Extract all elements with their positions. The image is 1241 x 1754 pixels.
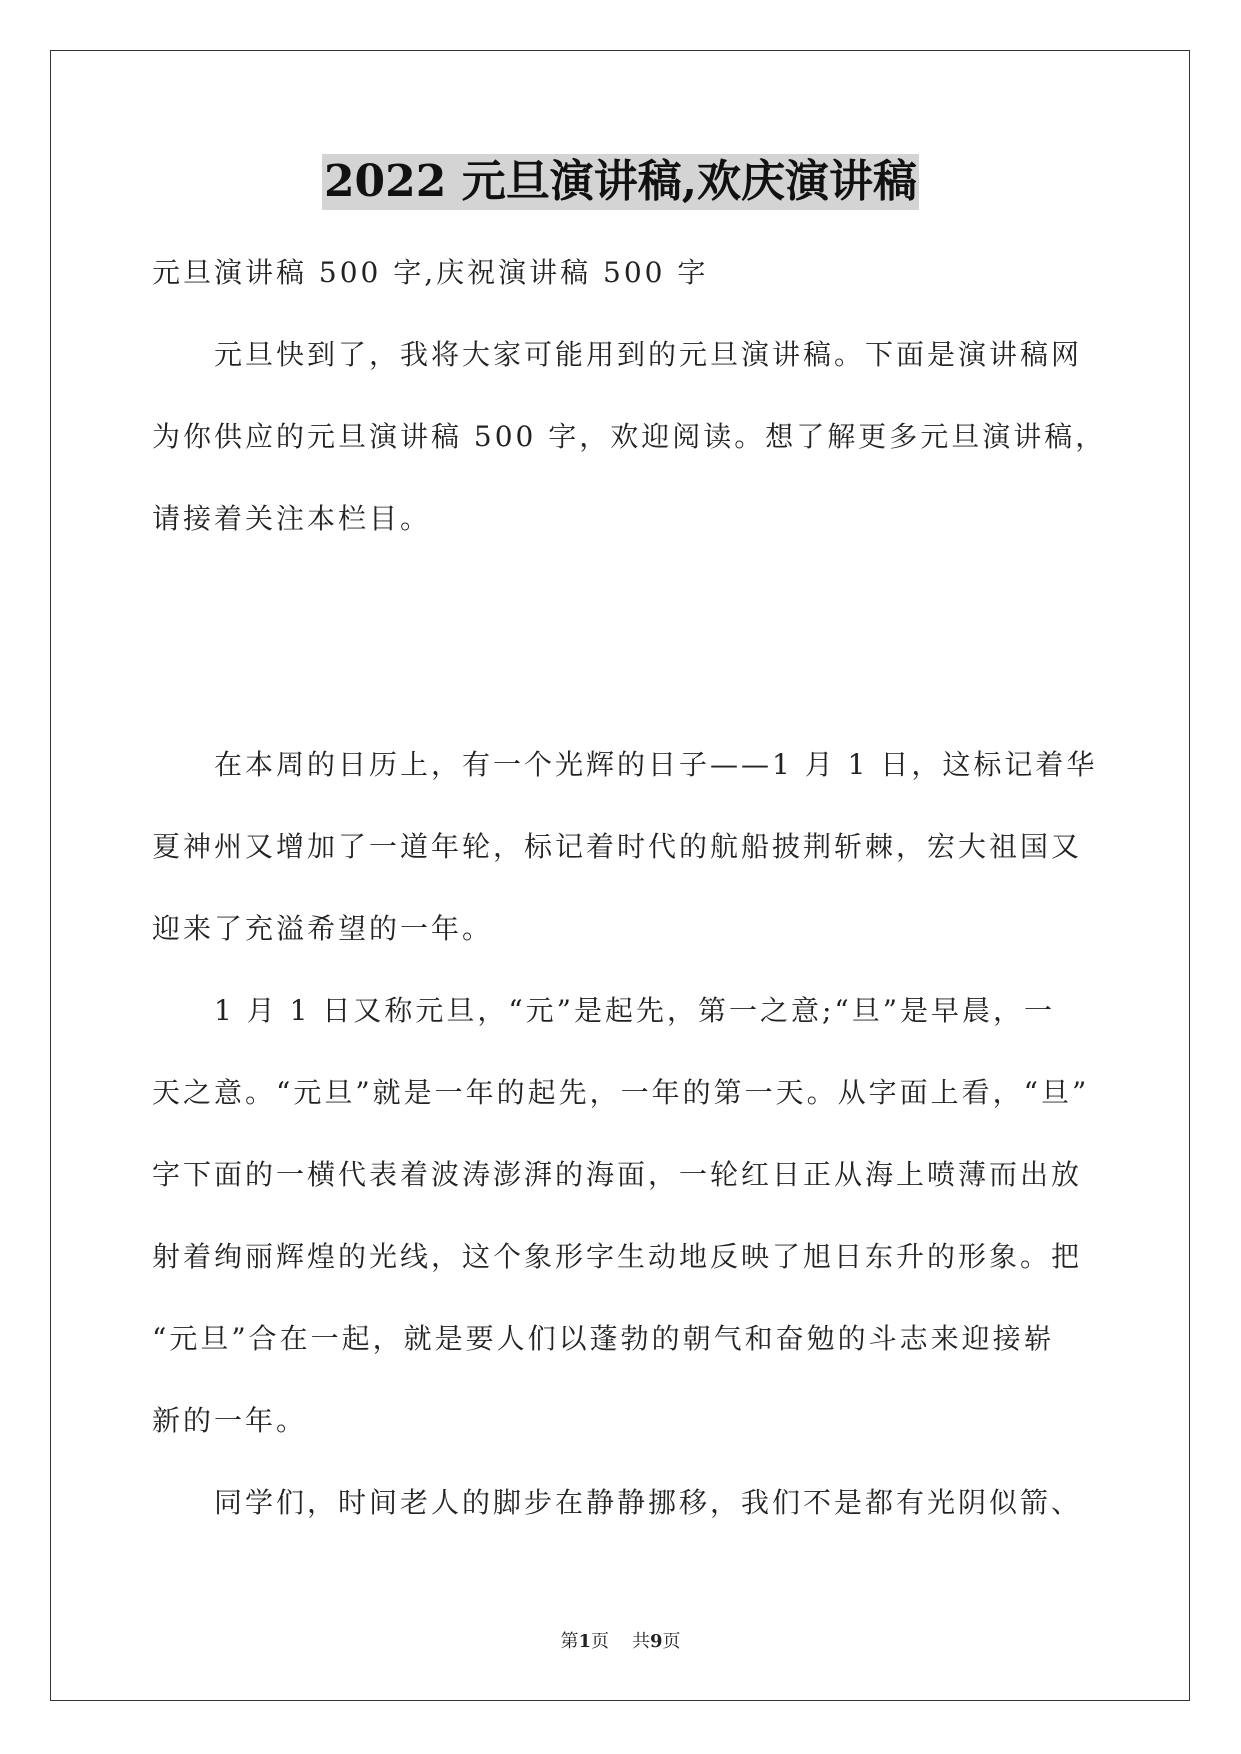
total-suffix: 页 bbox=[662, 1631, 681, 1652]
title-container bbox=[0, 154, 1241, 210]
page-suffix: 页 bbox=[591, 1631, 610, 1652]
paragraph-line: 天之意。“元旦”就是一年的起先，一年的第一天。从字面上看，“旦” bbox=[152, 1076, 1090, 1109]
paragraph-line: 字下面的一横代表着波涛澎湃的海面，一轮红日正从海上喷薄而出放 bbox=[152, 1158, 1083, 1191]
document-body bbox=[152, 232, 1107, 1544]
page-total: 9 bbox=[649, 1631, 663, 1652]
paragraph-line: 射着绚丽辉煌的光线，这个象形字生动地反映了旭日东升的形象。把 bbox=[152, 1240, 1083, 1273]
total-prefix: 共 bbox=[631, 1631, 650, 1652]
paragraph-line: 请接着关注本栏目。 bbox=[152, 502, 432, 535]
paragraph-line: 夏神州又增加了一道年轮，标记着时代的航船披荆斩棘，宏大祖国又 bbox=[152, 830, 1083, 863]
document-title: 2022 元旦演讲稿,欢庆演讲稿 bbox=[322, 154, 919, 210]
paragraph-line: 为你供应的元旦演讲稿 500 字，欢迎阅读。想了解更多元旦演讲稿， bbox=[152, 420, 1107, 453]
page-footer bbox=[0, 1627, 1241, 1653]
page-current: 1 bbox=[578, 1631, 592, 1652]
page-prefix: 第 bbox=[560, 1631, 579, 1652]
paragraph-line: 在本周的日历上，有一个光辉的日子——1 月 1 日，这标记着华 bbox=[214, 748, 1098, 781]
paragraph-gap bbox=[152, 560, 1088, 724]
paragraph-line: 元旦快到了，我将大家可能用到的元旦演讲稿。下面是演讲稿网 bbox=[214, 338, 1083, 371]
paragraph-line: 迎来了充溢希望的一年。 bbox=[152, 912, 494, 945]
paragraph-line: 1 月 1 日又称元旦，“元”是起先，第一之意;“旦”是早晨，一 bbox=[214, 994, 1056, 1027]
paragraph-line: 新的一年。 bbox=[152, 1404, 308, 1437]
paragraph-line: 同学们，时间老人的脚步在静静挪移，我们不是都有光阴似箭、 bbox=[214, 1486, 1083, 1519]
paragraph-line: “元旦”合在一起，就是要人们以蓬勃的朝气和奋勉的斗志来迎接崭 bbox=[152, 1322, 1055, 1355]
document-subtitle: 元旦演讲稿 500 字,庆祝演讲稿 500 字 bbox=[152, 256, 709, 289]
